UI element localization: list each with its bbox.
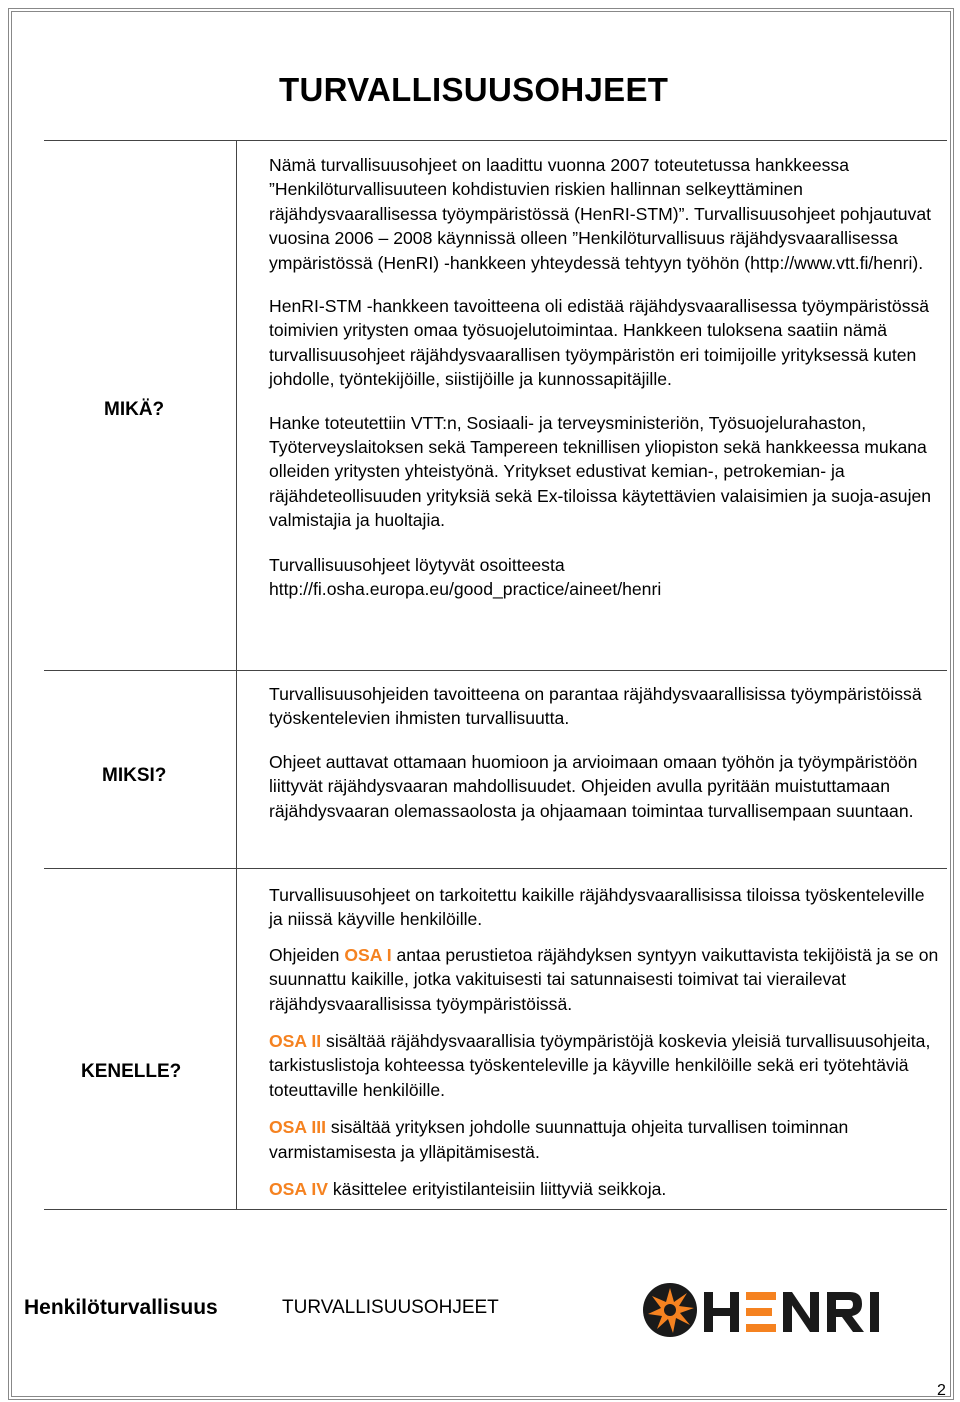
- paragraph-osa-iii: [269, 1115, 941, 1164]
- paragraph-osa-i: [269, 943, 941, 1016]
- paragraph: Turvallisuusohjeiden tavoitteena on parantaa räjähdysvaarallisissa työympäristöissä työskentelevien ihmisten turvallisuutta.: [269, 684, 922, 729]
- paragraph: Ohjeet auttavat ottamaan huomioon ja arvioimaan omaan työhön ja työympäristöön liittyvät räjähdysvaaran mahdollisuudet. Ohjeiden avulla pyritään muistuttamaan räjähdysvaaran olemassaolosta ja ohjaamaan toimintaa turvallisempaan suuntaan.: [269, 751, 918, 821]
- osa2-text: sisältää räjähdysvaarallisia työympäristöjä koskevia yleisiä turvallisuusohjeita, tarkistuslistoja kohteessa työskenteleville ja käyville henkilöille sekä eri työtehtäviä toteuttaville henkilöille.: [269, 1031, 931, 1100]
- osa1-text: antaa perustietoa räjähdyksen syntyyn vaikuttavista tekijöistä ja se on suunnattu kaikille, jotka vakituisesti tai satunnaisesti toimivat tai vierailevat räjähdysvaarallisissa työympäristöissä.: [269, 944, 939, 1014]
- table-column-divider: [236, 140, 237, 1209]
- table-row-divider: [44, 868, 947, 869]
- osa-iii-tag: OSA III: [269, 1117, 327, 1138]
- section-body-miksi: [269, 682, 941, 823]
- paragraph-osa-iv: [269, 1177, 941, 1201]
- logo-wordmark: [704, 1292, 879, 1332]
- section-label-mika: MIKÄ?: [104, 399, 165, 420]
- osha-link[interactable]: http://fi.osha.europa.eu/good_practice/aineet/henri: [269, 579, 662, 600]
- paragraph: Turvallisuusohjeet löytyvät osoitteesta: [269, 554, 565, 575]
- section-label-kenelle: KENELLE?: [81, 1061, 182, 1082]
- explosion-icon: [643, 1283, 697, 1337]
- footer-document-name: TURVALLISUUSOHJEET: [282, 1297, 499, 1318]
- osa3-text: sisältää yrityksen johdolle suunnattuja ohjeita turvallisen toiminnan varmistamisesta ja ylläpitämisestä.: [269, 1117, 849, 1162]
- paragraph: Hanke toteutettiin VTT:n, Sosiaali- ja terveysministeriön, Työsuojelurahaston, Työterveyslaitoksen sekä Tampereen teknillisen yliopiston sekä hankkeessa mukana olleiden yritysten yhteistyönä. Yritykset edustivat kemian-, petrokemian- ja räjähdeteollisuuden yrityksiä sekä Ex-tiloissa käytettävien valaisimien ja suoja-asujen valmistajia ja huoltajia.: [269, 412, 932, 531]
- section-label-miksi: MIKSI?: [102, 765, 167, 786]
- paragraph-osa-ii: [269, 1029, 941, 1102]
- footer-project-name: Henkilöturvallisuus: [24, 1296, 218, 1319]
- table-bottom-rule: [44, 1209, 947, 1210]
- osa4-text: käsittelee erityistilanteisiin liittyviä seikkoja.: [327, 1179, 667, 1200]
- paragraph: Turvallisuusohjeet on tarkoitettu kaikille räjähdysvaarallisissa tiloissa työskenteleville ja niissä käyville henkilöille.: [269, 885, 925, 930]
- osa-i-tag: OSA I: [344, 944, 392, 965]
- paragraph: HenRI-STM -hankkeen tavoitteena oli edistää räjähdysvaarallisessa työympäristössä toimivien yritysten omaa työsuojelutoimintaa. Hankkeen tuloksena saatiin nämä turvallisuusohjeet räjähdysvaarallisen työympäristön eri toimijoille yrityksessä kuten johdolle, työntekijöille, siistijöille ja kunnossapitäjille.: [269, 296, 930, 390]
- paragraph: Nämä turvallisuusohjeet on laadittu vuonna 2007 toteutetussa hankkeessa ”Henkilöturvallisuuteen kohdistuvien riskien hallinnan selkeyttäminen räjähdysvaarallisessa työympäristössä (HenRI-STM)”. Turvallisuusohjeet pohjautuvat vuosina 2006 – 2008 käynnissä olleen ”Henkilöturvallisuus räjähdysvaarallisessa ympäristössä (HenRI) -hankkeen yhteydessä tehtyyn työhön (http://www.vtt.fi/henri).: [269, 155, 931, 273]
- table-top-rule: [44, 140, 947, 141]
- document-title: TURVALLISUUSOHJEET: [279, 71, 669, 108]
- osa-iv-tag: OSA IV: [269, 1179, 328, 1200]
- section-body-kenelle: [269, 883, 941, 1201]
- section-body-mika: [269, 153, 941, 602]
- osa-ii-tag: OSA II: [269, 1031, 322, 1052]
- henri-logo: [640, 1280, 902, 1340]
- osa1-pre: Ohjeiden: [269, 944, 345, 965]
- table-row-divider: [44, 670, 947, 671]
- page-number: 2: [937, 1382, 946, 1399]
